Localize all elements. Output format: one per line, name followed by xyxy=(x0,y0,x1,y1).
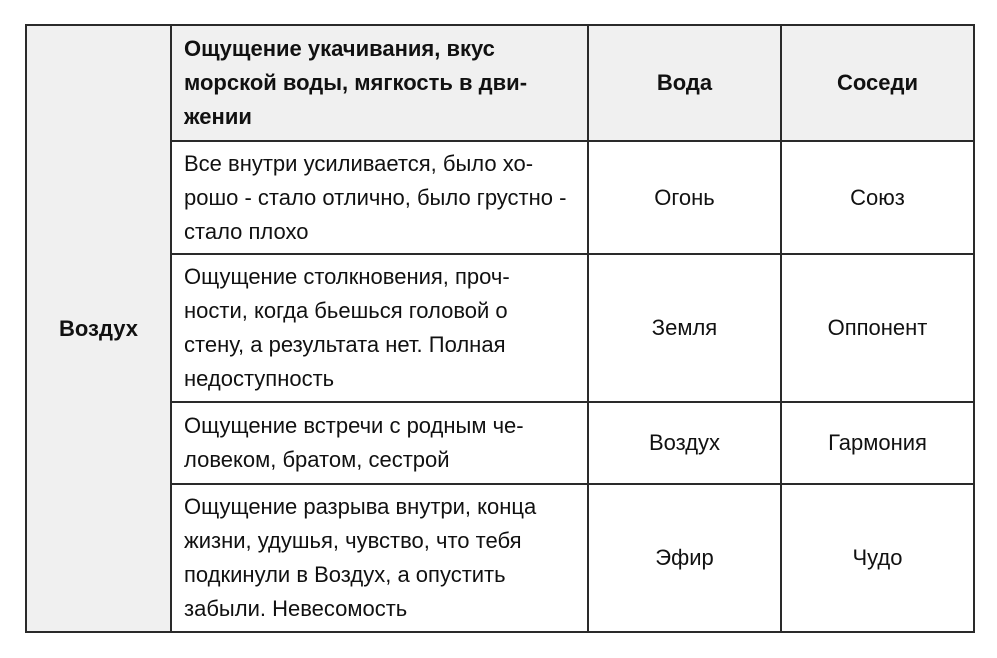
row-element: Воздух xyxy=(648,430,721,455)
row-relation-cell xyxy=(781,254,974,402)
row-relation: Союз xyxy=(850,184,905,210)
header-description-cell xyxy=(171,25,588,141)
row-element-cell xyxy=(588,484,781,632)
row-element: Эфир xyxy=(655,545,714,570)
row-element-cell xyxy=(588,254,781,402)
row-element: Земля xyxy=(651,315,718,340)
row-description: Ощущение встречи с родным че-ловеком, братом, сестрой xyxy=(184,413,524,472)
header-element-cell xyxy=(588,25,781,141)
row-relation-cell xyxy=(781,402,974,484)
row-description: Ощущение разрыва внутри, конца жизни, удушья, чувство, что тебя подкинули в Воздух, а опустить забыли. Невесомость xyxy=(184,494,537,621)
row-description-cell xyxy=(171,402,588,484)
row-description-cell xyxy=(171,254,588,402)
header-description: Ощущение укачивания, вкус морской воды, мягкость в дви-жении xyxy=(184,36,528,129)
row-description: Ощущение столкновения, проч-ности, когда бьешься головой о стену, а результата нет. Полная недоступность xyxy=(184,264,510,391)
side-label: Воздух xyxy=(59,315,138,341)
table-header-row xyxy=(26,25,974,141)
row-relation: Гармония xyxy=(828,430,927,455)
row-description: Все внутри усиливается, было хо-рошо - стало отлично, было грустно - стало плохо xyxy=(184,150,567,244)
header-relation-cell xyxy=(781,25,974,141)
row-relation: Оппонент xyxy=(827,315,928,340)
side-label-cell xyxy=(26,25,171,632)
row-relation-cell xyxy=(781,141,974,254)
row-relation: Чудо xyxy=(852,545,903,570)
row-element-cell xyxy=(588,402,781,484)
row-element: Огонь xyxy=(654,184,715,210)
row-description-cell xyxy=(171,141,588,254)
row-element-cell xyxy=(588,141,781,254)
elements-table xyxy=(25,24,975,633)
row-relation-cell xyxy=(781,484,974,632)
row-description-cell xyxy=(171,484,588,632)
header-element: Вода xyxy=(656,70,713,95)
header-relation: Соседи xyxy=(837,70,918,95)
